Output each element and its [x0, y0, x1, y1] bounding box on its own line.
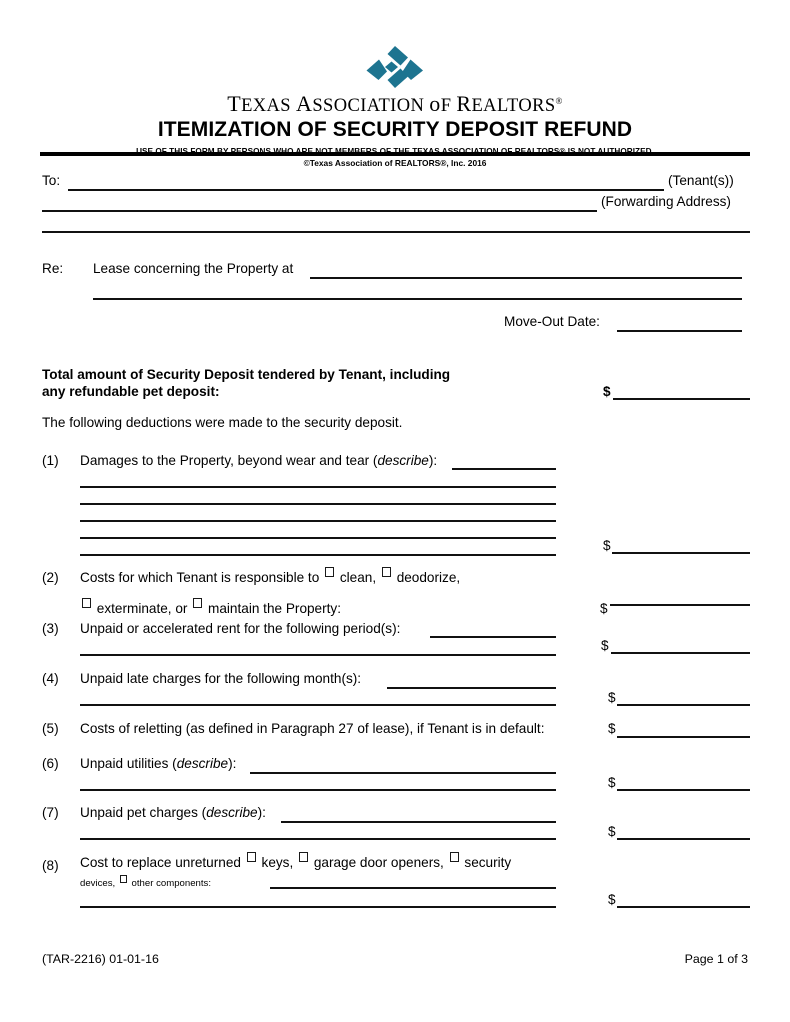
item-8-text-devices: devices, — [80, 878, 116, 889]
item-8-label-line2 — [80, 878, 211, 889]
item-3-amount-field[interactable] — [611, 652, 750, 654]
checkbox-exterminate[interactable] — [82, 598, 91, 608]
checkbox-other-components[interactable] — [120, 875, 127, 883]
association-name-text: TEXAS ASSOCIATION oF REALTORS — [227, 91, 556, 116]
registered-mark: ® — [555, 95, 563, 106]
item-2-option-deodorize: deodorize, — [396, 570, 461, 585]
checkbox-maintain[interactable] — [193, 598, 202, 608]
tenant-name-field[interactable] — [68, 189, 664, 191]
diamond-pinwheel-icon — [364, 45, 426, 89]
item-4-month-field-2[interactable] — [80, 704, 556, 706]
item-2-option-maintain: maintain the Property: — [208, 601, 341, 616]
total-deposit-label-line2: any refundable pet deposit: — [42, 384, 220, 399]
item-8-option-security: security — [464, 855, 512, 870]
item-6-describe-field-2[interactable] — [80, 789, 556, 791]
item-8-label-line1 — [80, 855, 511, 871]
item-6-describe: describe — [176, 756, 229, 771]
move-out-date-label: Move-Out Date: — [504, 314, 600, 329]
item-7-number: (7) — [42, 805, 59, 820]
item-6-amount-field[interactable] — [617, 789, 750, 791]
item-4-month-field-1[interactable] — [387, 687, 556, 689]
item-2-text: Costs for which Tenant is responsible to — [80, 570, 320, 585]
item-8-currency: $ — [608, 892, 616, 907]
item-3-currency: $ — [601, 638, 609, 653]
checkbox-keys[interactable] — [247, 852, 256, 862]
item-7-text-after: ): — [257, 805, 266, 820]
item-7-describe: describe — [206, 805, 258, 820]
item-3-period-field-1[interactable] — [430, 636, 556, 638]
copyright-notice: ©Texas Association of REALTORS®, Inc. 2016 — [303, 158, 487, 168]
item-5-number: (5) — [42, 721, 59, 736]
forwarding-address-field-1[interactable] — [42, 210, 597, 212]
item-8-describe-field-2[interactable] — [80, 906, 556, 908]
item-6-text: Unpaid utilities ( — [80, 756, 177, 771]
item-7-text: Unpaid pet charges ( — [80, 805, 207, 820]
item-1-describe: describe — [377, 453, 429, 468]
item-8-amount-field[interactable] — [617, 906, 750, 908]
lease-concerning-text: Lease concerning the Property at — [93, 261, 294, 276]
item-3-label: Unpaid or accelerated rent for the following period(s): — [80, 621, 401, 636]
item-4-label: Unpaid late charges for the following month(s): — [80, 671, 362, 686]
item-6-label — [80, 756, 236, 772]
realtors-logo — [0, 44, 790, 90]
header-divider — [40, 152, 750, 156]
item-8-number: (8) — [42, 858, 59, 873]
item-7-describe-field-2[interactable] — [80, 838, 556, 840]
to-label: To: — [42, 173, 61, 188]
total-deposit-label-line1: Total amount of Security Deposit tendered by Tenant, including — [42, 367, 451, 382]
item-7-label — [80, 805, 266, 821]
deductions-intro: The following deductions were made to the security deposit. — [42, 415, 403, 430]
property-address-field-1[interactable] — [310, 277, 742, 279]
item-2-currency: $ — [600, 601, 608, 616]
page-number: Page 1 of 3 — [684, 952, 748, 966]
item-1-describe-field-3[interactable] — [80, 503, 556, 505]
item-1-describe-field-2[interactable] — [80, 486, 556, 488]
item-6-number: (6) — [42, 756, 59, 771]
item-4-number: (4) — [42, 671, 59, 686]
item-7-describe-field-1[interactable] — [281, 821, 556, 823]
item-1-label — [80, 453, 437, 469]
item-3-number: (3) — [42, 621, 59, 636]
total-deposit-amount-field[interactable] — [613, 398, 750, 400]
item-1-describe-field-5[interactable] — [80, 537, 556, 539]
item-1-text: Damages to the Property, beyond wear and tear ( — [80, 453, 378, 468]
item-7-currency: $ — [608, 824, 616, 839]
item-2-label-line2 — [80, 601, 341, 617]
re-label: Re: — [42, 261, 64, 276]
form-id: (TAR-2216) 01-01-16 — [42, 952, 159, 966]
item-2-option-exterminate: exterminate, or — [96, 601, 188, 616]
item-2-number: (2) — [42, 570, 59, 585]
item-5-amount-field[interactable] — [617, 736, 750, 738]
item-1-text-after: ): — [428, 453, 438, 468]
item-6-currency: $ — [608, 775, 616, 790]
forwarding-address-field-2[interactable] — [42, 231, 750, 233]
move-out-date-field[interactable] — [617, 330, 742, 332]
item-2-amount-field[interactable] — [610, 604, 750, 606]
item-8-option-other-components: other components: — [131, 878, 212, 889]
property-address-field-2[interactable] — [93, 298, 742, 300]
item-6-text-after: ): — [228, 756, 237, 771]
checkbox-deodorize[interactable] — [382, 567, 391, 577]
item-1-describe-field-1[interactable] — [452, 468, 556, 470]
item-1-describe-field-6[interactable] — [80, 554, 556, 556]
item-1-currency: $ — [603, 538, 611, 553]
item-1-number: (1) — [42, 453, 59, 468]
checkbox-clean[interactable] — [325, 567, 334, 577]
item-2-label-line1 — [80, 570, 460, 586]
association-name — [0, 91, 790, 117]
item-8-text: Cost to replace unreturned — [80, 855, 241, 870]
item-8-option-keys: keys, — [261, 855, 294, 870]
checkbox-security-devices[interactable] — [450, 852, 459, 862]
checkbox-garage-door-openers[interactable] — [299, 852, 308, 862]
item-3-period-field-2[interactable] — [80, 654, 556, 656]
item-1-amount-field[interactable] — [612, 552, 750, 554]
item-1-describe-field-4[interactable] — [80, 520, 556, 522]
item-5-currency: $ — [608, 721, 616, 736]
item-4-amount-field[interactable] — [617, 704, 750, 706]
page-title: ITEMIZATION OF SECURITY DEPOSIT REFUND — [157, 118, 633, 141]
item-8-option-garage-door-openers: garage door openers, — [313, 855, 444, 870]
item-6-describe-field-1[interactable] — [250, 772, 556, 774]
item-4-currency: $ — [608, 690, 616, 705]
item-2-option-clean: clean, — [339, 570, 377, 585]
item-8-describe-field-1[interactable] — [270, 887, 556, 889]
item-7-amount-field[interactable] — [617, 838, 750, 840]
tenant-label: (Tenant(s)) — [668, 173, 734, 188]
item-5-label: Costs of reletting (as defined in Paragraph 27 of lease), if Tenant is in default: — [80, 721, 545, 736]
forwarding-address-label: (Forwarding Address) — [601, 194, 731, 209]
document-header — [0, 44, 790, 168]
total-deposit-currency: $ — [603, 384, 611, 399]
